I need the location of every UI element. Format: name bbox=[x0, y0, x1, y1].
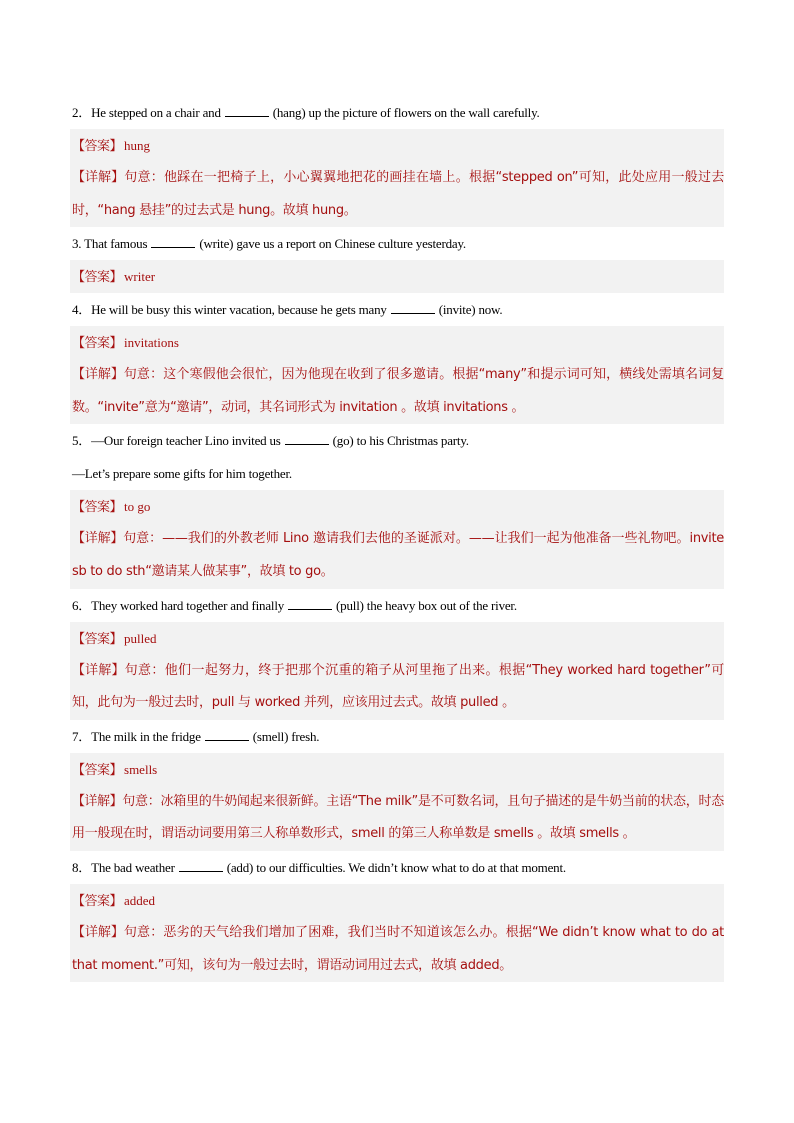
question-2-before: 2．He stepped on a chair and bbox=[72, 105, 221, 120]
answer-text: hung bbox=[124, 138, 151, 153]
answer-line bbox=[70, 753, 724, 786]
answer-block-6 bbox=[70, 622, 724, 720]
answer-text: pulled bbox=[124, 630, 157, 646]
answer-block-7 bbox=[70, 753, 724, 851]
question-8-after: (add) to our difficulties. We didn’t know what to do at that moment. bbox=[226, 859, 566, 875]
question-5-reply: —Let’s prepare some gifts for him together. bbox=[72, 466, 292, 482]
question-6-before: 6．They worked hard together and finally bbox=[72, 597, 285, 613]
explanation-text: 句意：冰箱里的牛奶闻起来很新鲜。主语“The milk”是不可数名词，且句子描述的是牛奶当前的状态，时态用一般现在时，谓语动词要用第三人称单数形式，smell 的第三人称单数是 smells 。故填 smells 。 bbox=[72, 793, 724, 842]
explanation-text: 句意：这个寒假他会很忙，因为他现在收到了很多邀请。根据“many”和提示词可知，横线处需填名词复数。“invite”意为“邀请”，动词，其名词形式为 invitation 。故填 invitations 。 bbox=[72, 367, 724, 415]
answer-blank bbox=[205, 728, 249, 741]
explanation-text: 句意：他踩在一把椅子上，小心翼翼地把花的画挂在墙上。根据“stepped on”可知，此处应用一般过去时，“hang 悬挂”的过去式是 hung。故填 hung。 bbox=[72, 170, 724, 218]
explanation-label: 【详解】 bbox=[72, 793, 123, 809]
question-4 bbox=[72, 293, 724, 326]
answer-blank bbox=[288, 597, 332, 610]
question-3-after: (write) gave us a report on Chinese culture yesterday. bbox=[199, 236, 466, 252]
explanation-text: 句意：——我们的外教老师 Lino 邀请我们去他的圣诞派对。——让我们一起为他准备一些礼物吧。invite sb to do sth“邀请某人做某事”，故填 to go。 bbox=[72, 531, 724, 579]
answer-label: 【答案】 bbox=[72, 762, 123, 778]
explanation-label: 【详解】 bbox=[72, 367, 124, 383]
answer-label: 【答案】 bbox=[72, 139, 123, 154]
question-5 bbox=[72, 424, 724, 457]
explanation bbox=[70, 523, 724, 588]
explanation-text: 句意：恶劣的天气给我们增加了困难，我们当时不知道该怎么办。根据“We didn’t know what to do at that moment.”可知，该句为一般过去时，谓语动词用过去式，故填 added。 bbox=[72, 924, 724, 973]
answer-block-8 bbox=[70, 884, 724, 982]
answer-label: 【答案】 bbox=[72, 631, 123, 647]
question-8-before: 8．The bad weather bbox=[72, 859, 175, 875]
answer-text: invitations bbox=[124, 335, 179, 351]
question-5-after: (go) to his Christmas party. bbox=[332, 433, 469, 449]
question-6-after: (pull) the heavy box out of the river. bbox=[336, 597, 517, 613]
answer-block-2 bbox=[70, 129, 724, 227]
answer-blank bbox=[225, 104, 269, 117]
explanation bbox=[70, 359, 724, 424]
answer-label: 【答案】 bbox=[72, 893, 123, 909]
explanation-label: 【详解】 bbox=[72, 924, 124, 940]
answer-text: to go bbox=[124, 499, 151, 515]
question-8 bbox=[72, 851, 724, 884]
answer-label: 【答案】 bbox=[72, 336, 123, 352]
answer-line bbox=[70, 622, 724, 655]
question-5-before: 5．—Our foreign teacher Lino invited us bbox=[72, 433, 281, 449]
explanation-label: 【详解】 bbox=[72, 662, 125, 678]
explanation bbox=[70, 655, 724, 720]
answer-text: writer bbox=[124, 269, 156, 285]
answer-blank bbox=[179, 859, 223, 872]
answer-text: added bbox=[124, 892, 156, 908]
answer-line bbox=[70, 490, 724, 523]
answer-line bbox=[70, 884, 724, 917]
explanation-label: 【详解】 bbox=[72, 170, 125, 185]
question-7 bbox=[72, 720, 724, 753]
question-2 bbox=[72, 96, 724, 129]
question-2-after: (hang) up the picture of flowers on the wall carefully. bbox=[272, 105, 540, 120]
answer-line bbox=[70, 129, 724, 162]
answer-label: 【答案】 bbox=[72, 270, 123, 286]
answer-block-5 bbox=[70, 490, 724, 588]
question-3-before: 3. That famous bbox=[72, 236, 148, 252]
answer-text: smells bbox=[124, 761, 158, 777]
question-7-before: 7．The milk in the fridge bbox=[72, 728, 201, 744]
explanation-text: 句意：他们一起努力，终于把那个沉重的箱子从河里拖了出来。根据“They worked hard together”可知，此句为一般过去时，pull 与 worked 并列，应该用过去式。故填 pulled 。 bbox=[72, 662, 724, 711]
answer-blank bbox=[285, 432, 329, 445]
answer-label: 【答案】 bbox=[72, 500, 123, 516]
explanation bbox=[70, 917, 724, 982]
answer-block-3 bbox=[70, 260, 724, 293]
answer-blank bbox=[391, 301, 435, 314]
answer-block-4 bbox=[70, 326, 724, 424]
question-3 bbox=[72, 227, 724, 260]
answer-line bbox=[70, 326, 724, 359]
question-6 bbox=[72, 589, 724, 622]
question-7-after: (smell) fresh. bbox=[252, 728, 320, 744]
explanation bbox=[70, 162, 724, 227]
answer-blank bbox=[151, 235, 195, 248]
question-4-after: (invite) now. bbox=[438, 302, 503, 318]
answer-line bbox=[70, 260, 724, 293]
question-4-before: 4．He will be busy this winter vacation, because he gets many bbox=[72, 302, 387, 318]
question-5-line-2 bbox=[72, 457, 724, 490]
explanation bbox=[70, 786, 724, 851]
explanation-label: 【详解】 bbox=[72, 531, 124, 547]
